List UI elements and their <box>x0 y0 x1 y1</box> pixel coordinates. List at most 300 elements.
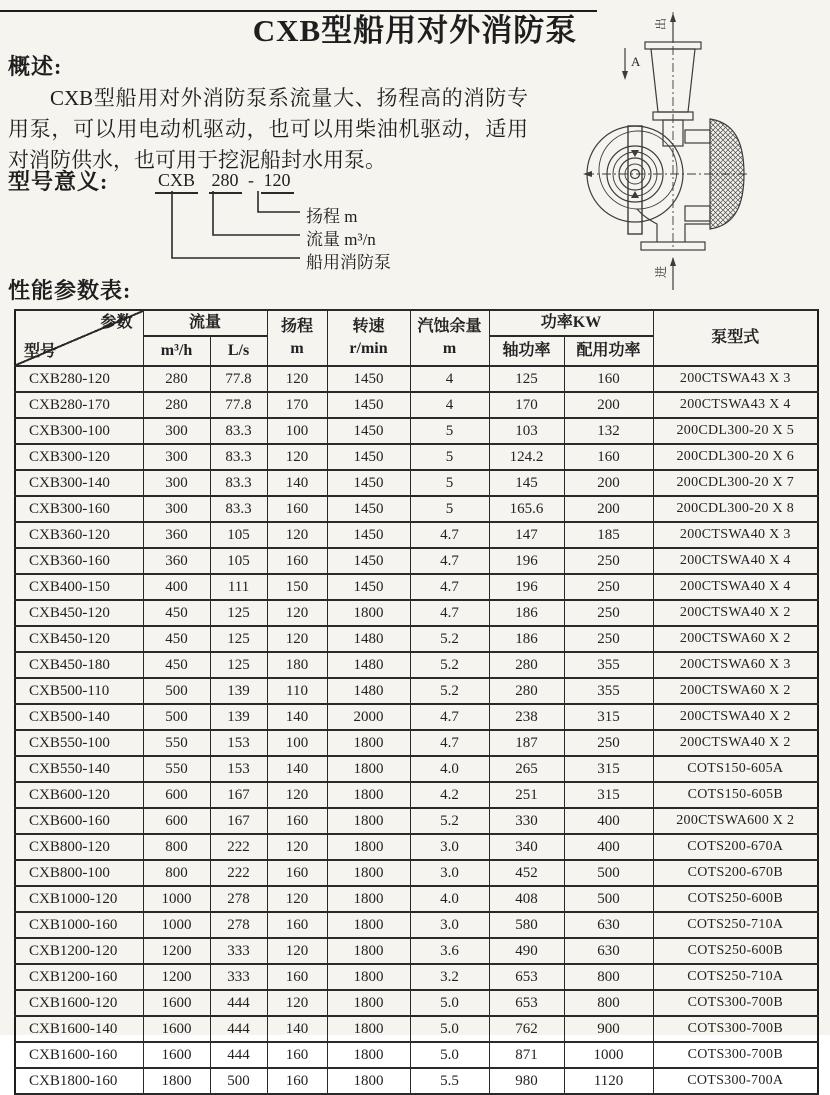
cell-flow-m3h: 1600 <box>143 1042 210 1068</box>
cell-shaft-power: 238 <box>489 704 564 730</box>
cell-shaft-power: 280 <box>489 652 564 678</box>
cell-motor-power: 250 <box>564 548 653 574</box>
connector-flow-line <box>213 191 300 235</box>
cell-npsh-m: 4.7 <box>410 730 489 756</box>
cell-pump-type: 200CTSWA40 X 2 <box>653 600 818 626</box>
cell-npsh-m: 4.7 <box>410 574 489 600</box>
cell-npsh-m: 5.5 <box>410 1068 489 1094</box>
cell-flow-ls: 105 <box>210 548 267 574</box>
cell-head-m: 160 <box>267 964 327 990</box>
cell-npsh-m: 4.7 <box>410 522 489 548</box>
table-row <box>15 652 818 678</box>
cell-shaft-power: 280 <box>489 678 564 704</box>
cell-pump-type: COTS300-700B <box>653 1042 818 1068</box>
cell-npsh-m: 3.6 <box>410 938 489 964</box>
meaning-label-flow: 流量 m³/n <box>306 230 376 249</box>
cell-flow-ls: 111 <box>210 574 267 600</box>
cell-flow-m3h: 550 <box>143 730 210 756</box>
cell-flow-ls: 444 <box>210 990 267 1016</box>
table-row <box>15 1068 818 1094</box>
cell-npsh-m: 4 <box>410 366 489 392</box>
table-row <box>15 574 818 600</box>
cell-flow-ls: 333 <box>210 964 267 990</box>
cell-flow-m3h: 500 <box>143 678 210 704</box>
cell-speed-rpm: 1450 <box>327 418 410 444</box>
outlet-label: 出 <box>654 17 668 30</box>
connector-head-line <box>258 191 300 212</box>
cell-npsh-m: 4.0 <box>410 886 489 912</box>
cell-npsh-m: 5.0 <box>410 1016 489 1042</box>
cell-npsh-m: 4.7 <box>410 600 489 626</box>
cell-speed-rpm: 1800 <box>327 782 410 808</box>
pump-drawing <box>573 0 830 300</box>
cell-shaft-power: 871 <box>489 1042 564 1068</box>
cell-motor-power: 185 <box>564 522 653 548</box>
cell-pump-type: 200CDL300-20 X 5 <box>653 418 818 444</box>
page-title: CXB型船用对外消防泵 <box>252 13 578 48</box>
cell-pump-type: 200CTSWA600 X 2 <box>653 808 818 834</box>
cell-speed-rpm: 1800 <box>327 964 410 990</box>
cell-speed-rpm: 1450 <box>327 392 410 418</box>
cell-flow-m3h: 800 <box>143 860 210 886</box>
cell-pump-type: COTS250-600B <box>653 938 818 964</box>
table-body <box>15 366 818 1094</box>
cell-motor-power: 355 <box>564 678 653 704</box>
performance-table-heading: 性能参数表: <box>8 278 132 303</box>
cell-head-m: 120 <box>267 444 327 470</box>
cell-npsh-m: 4.0 <box>410 756 489 782</box>
cell-pump-type: COTS300-700B <box>653 990 818 1016</box>
model-code-series: CXB <box>155 170 198 194</box>
cell-head-m: 100 <box>267 418 327 444</box>
cell-pump-type: COTS300-700A <box>653 1068 818 1094</box>
cell-pump-type: COTS300-700B <box>653 1016 818 1042</box>
cell-speed-rpm: 1800 <box>327 1016 410 1042</box>
cell-head-m: 110 <box>267 678 327 704</box>
cell-flow-m3h: 450 <box>143 600 210 626</box>
cell-model: CXB1000-160 <box>15 912 143 938</box>
cell-npsh-m: 5.2 <box>410 678 489 704</box>
cell-speed-rpm: 1800 <box>327 938 410 964</box>
header-flow-ls: L/s <box>210 336 267 366</box>
header-speed <box>327 310 410 366</box>
cell-npsh-m: 5.0 <box>410 990 489 1016</box>
cell-model: CXB600-160 <box>15 808 143 834</box>
cell-speed-rpm: 1800 <box>327 1042 410 1068</box>
cell-shaft-power: 762 <box>489 1016 564 1042</box>
cell-flow-ls: 83.3 <box>210 444 267 470</box>
cell-head-m: 160 <box>267 808 327 834</box>
cell-pump-type: 200CTSWA40 X 4 <box>653 574 818 600</box>
header-speed-unit: r/min <box>349 340 388 357</box>
cell-motor-power: 500 <box>564 860 653 886</box>
cell-pump-type: COTS250-710A <box>653 964 818 990</box>
cell-shaft-power: 196 <box>489 548 564 574</box>
cell-speed-rpm: 1450 <box>327 548 410 574</box>
cell-pump-type: 200CTSWA60 X 3 <box>653 652 818 678</box>
header-power-group: 功率KW <box>489 310 653 336</box>
section-a-label: A <box>631 54 641 69</box>
header-motor-power: 配用功率 <box>564 336 653 366</box>
cell-shaft-power: 653 <box>489 990 564 1016</box>
cell-flow-m3h: 300 <box>143 418 210 444</box>
model-meaning-connectors <box>140 188 310 273</box>
cell-motor-power: 132 <box>564 418 653 444</box>
header-head <box>267 310 327 366</box>
cell-npsh-m: 4.2 <box>410 782 489 808</box>
cell-shaft-power: 265 <box>489 756 564 782</box>
cell-flow-m3h: 1000 <box>143 912 210 938</box>
cell-shaft-power: 452 <box>489 860 564 886</box>
cell-shaft-power: 186 <box>489 600 564 626</box>
motor-dome <box>710 119 744 229</box>
cell-pump-type: COTS150-605A <box>653 756 818 782</box>
cell-speed-rpm: 1800 <box>327 860 410 886</box>
cell-speed-rpm: 1800 <box>327 912 410 938</box>
cell-flow-ls: 222 <box>210 834 267 860</box>
cell-npsh-m: 5.2 <box>410 626 489 652</box>
table-row <box>15 782 818 808</box>
cell-model: CXB500-110 <box>15 678 143 704</box>
header-corner-model: 型号 <box>24 343 57 360</box>
cell-speed-rpm: 2000 <box>327 704 410 730</box>
cell-shaft-power: 980 <box>489 1068 564 1094</box>
cell-motor-power: 250 <box>564 626 653 652</box>
cell-shaft-power: 330 <box>489 808 564 834</box>
cell-model: CXB800-120 <box>15 834 143 860</box>
header-corner-parameter: 参数 <box>100 314 133 331</box>
table-row <box>15 1042 818 1068</box>
cell-flow-ls: 139 <box>210 704 267 730</box>
cell-shaft-power: 196 <box>489 574 564 600</box>
cell-flow-ls: 278 <box>210 912 267 938</box>
cell-model: CXB550-100 <box>15 730 143 756</box>
cell-flow-ls: 153 <box>210 730 267 756</box>
cell-flow-ls: 125 <box>210 600 267 626</box>
cell-model: CXB1600-140 <box>15 1016 143 1042</box>
cell-model: CXB300-100 <box>15 418 143 444</box>
cell-shaft-power: 124.2 <box>489 444 564 470</box>
header-flow-m3h: m³/h <box>143 336 210 366</box>
cell-model: CXB300-120 <box>15 444 143 470</box>
cell-speed-rpm: 1800 <box>327 990 410 1016</box>
cell-shaft-power: 653 <box>489 964 564 990</box>
cell-npsh-m: 3.0 <box>410 860 489 886</box>
cell-head-m: 120 <box>267 522 327 548</box>
cell-model: CXB1800-160 <box>15 1068 143 1094</box>
cell-motor-power: 630 <box>564 912 653 938</box>
cell-model: CXB300-160 <box>15 496 143 522</box>
section-a-arrowhead-icon <box>622 71 628 80</box>
header-flow-group: 流量 <box>143 310 267 336</box>
cell-pump-type: 200CDL300-20 X 6 <box>653 444 818 470</box>
cell-npsh-m: 5.2 <box>410 652 489 678</box>
cell-head-m: 120 <box>267 834 327 860</box>
cell-head-m: 170 <box>267 392 327 418</box>
header-corner-cell <box>15 310 143 366</box>
cell-flow-ls: 444 <box>210 1042 267 1068</box>
cell-head-m: 120 <box>267 626 327 652</box>
cell-flow-m3h: 800 <box>143 834 210 860</box>
cell-speed-rpm: 1450 <box>327 574 410 600</box>
header-npsh-label: 汽蚀余量 <box>417 318 482 335</box>
cell-flow-ls: 125 <box>210 626 267 652</box>
table-row <box>15 1016 818 1042</box>
cell-motor-power: 1120 <box>564 1068 653 1094</box>
header-pump-type: 泵型式 <box>653 310 818 366</box>
cell-model: CXB500-140 <box>15 704 143 730</box>
cell-flow-m3h: 500 <box>143 704 210 730</box>
table-row <box>15 470 818 496</box>
cell-speed-rpm: 1450 <box>327 496 410 522</box>
cell-pump-type: 200CTSWA40 X 2 <box>653 704 818 730</box>
cell-speed-rpm: 1450 <box>327 522 410 548</box>
cell-flow-ls: 333 <box>210 938 267 964</box>
cell-flow-m3h: 1600 <box>143 1016 210 1042</box>
cell-shaft-power: 145 <box>489 470 564 496</box>
cell-flow-ls: 105 <box>210 522 267 548</box>
cell-flow-ls: 83.3 <box>210 470 267 496</box>
cell-speed-rpm: 1450 <box>327 444 410 470</box>
cell-head-m: 160 <box>267 860 327 886</box>
meaning-label-head: 扬程 m <box>306 207 358 226</box>
cell-motor-power: 200 <box>564 392 653 418</box>
table-row <box>15 964 818 990</box>
table-row <box>15 392 818 418</box>
cell-flow-m3h: 300 <box>143 496 210 522</box>
cell-speed-rpm: 1480 <box>327 652 410 678</box>
inlet-label: 进 <box>654 265 668 278</box>
cell-npsh-m: 5 <box>410 470 489 496</box>
cell-flow-ls: 153 <box>210 756 267 782</box>
meaning-label-pump-type: 船用消防泵 <box>306 253 391 272</box>
cell-model: CXB280-170 <box>15 392 143 418</box>
cell-npsh-m: 4.7 <box>410 548 489 574</box>
cell-motor-power: 200 <box>564 496 653 522</box>
overview-heading: 概述: <box>8 54 63 79</box>
cell-speed-rpm: 1800 <box>327 756 410 782</box>
cell-model: CXB1200-160 <box>15 964 143 990</box>
cell-motor-power: 315 <box>564 756 653 782</box>
cell-flow-m3h: 1200 <box>143 938 210 964</box>
suction-elbow-right <box>685 224 710 242</box>
cell-model: CXB450-120 <box>15 626 143 652</box>
cell-model: CXB1000-120 <box>15 886 143 912</box>
cell-model: CXB1200-120 <box>15 938 143 964</box>
header-npsh <box>410 310 489 366</box>
cell-flow-m3h: 1000 <box>143 886 210 912</box>
cell-npsh-m: 5.2 <box>410 808 489 834</box>
cell-speed-rpm: 1450 <box>327 470 410 496</box>
cell-flow-m3h: 360 <box>143 548 210 574</box>
table-row <box>15 938 818 964</box>
lower-bracket <box>685 206 710 221</box>
cell-shaft-power: 147 <box>489 522 564 548</box>
cell-shaft-power: 340 <box>489 834 564 860</box>
table-row <box>15 522 818 548</box>
model-code-head: 120 <box>261 170 294 194</box>
cell-head-m: 120 <box>267 600 327 626</box>
cell-motor-power: 250 <box>564 574 653 600</box>
table-row <box>15 860 818 886</box>
cell-pump-type: COTS250-600B <box>653 886 818 912</box>
model-code-flow: 280 <box>209 170 242 194</box>
cell-model: CXB800-100 <box>15 860 143 886</box>
cell-motor-power: 160 <box>564 444 653 470</box>
cell-flow-m3h: 1200 <box>143 964 210 990</box>
cell-motor-power: 250 <box>564 730 653 756</box>
cell-speed-rpm: 1800 <box>327 808 410 834</box>
cell-speed-rpm: 1450 <box>327 366 410 392</box>
cell-pump-type: 200CTSWA40 X 4 <box>653 548 818 574</box>
table-row <box>15 990 818 1016</box>
cell-flow-m3h: 1600 <box>143 990 210 1016</box>
cell-shaft-power: 125 <box>489 366 564 392</box>
cell-head-m: 120 <box>267 782 327 808</box>
cell-head-m: 120 <box>267 366 327 392</box>
cell-head-m: 100 <box>267 730 327 756</box>
performance-table <box>14 309 819 1095</box>
cell-motor-power: 355 <box>564 652 653 678</box>
cell-flow-ls: 167 <box>210 808 267 834</box>
table-row <box>15 834 818 860</box>
cell-model: CXB1600-120 <box>15 990 143 1016</box>
table-row <box>15 678 818 704</box>
cell-flow-m3h: 450 <box>143 652 210 678</box>
bearing-plate <box>628 126 642 234</box>
cell-npsh-m: 3.2 <box>410 964 489 990</box>
table-row <box>15 808 818 834</box>
cell-head-m: 160 <box>267 1068 327 1094</box>
cell-flow-ls: 77.8 <box>210 366 267 392</box>
cell-motor-power: 315 <box>564 704 653 730</box>
cell-model: CXB550-140 <box>15 756 143 782</box>
table-row <box>15 730 818 756</box>
cell-speed-rpm: 1480 <box>327 678 410 704</box>
cell-shaft-power: 251 <box>489 782 564 808</box>
cell-motor-power: 900 <box>564 1016 653 1042</box>
cell-pump-type: 200CTSWA60 X 2 <box>653 678 818 704</box>
cell-flow-m3h: 400 <box>143 574 210 600</box>
cell-pump-type: 200CTSWA43 X 3 <box>653 366 818 392</box>
cell-pump-type: COTS200-670A <box>653 834 818 860</box>
cell-pump-type: 200CDL300-20 X 8 <box>653 496 818 522</box>
cell-motor-power: 200 <box>564 470 653 496</box>
cell-pump-type: 200CTSWA43 X 4 <box>653 392 818 418</box>
cell-flow-m3h: 300 <box>143 444 210 470</box>
cell-head-m: 120 <box>267 886 327 912</box>
cell-motor-power: 400 <box>564 834 653 860</box>
cell-model: CXB280-120 <box>15 366 143 392</box>
plate-marker-bottom-icon <box>631 191 639 198</box>
cell-flow-ls: 278 <box>210 886 267 912</box>
cell-model: CXB450-120 <box>15 600 143 626</box>
cell-flow-m3h: 600 <box>143 808 210 834</box>
cell-pump-type: 200CTSWA40 X 3 <box>653 522 818 548</box>
cell-flow-m3h: 280 <box>143 366 210 392</box>
cell-flow-m3h: 300 <box>143 470 210 496</box>
suction-arrowhead-icon <box>670 257 676 266</box>
cell-flow-m3h: 550 <box>143 756 210 782</box>
cell-model: CXB400-150 <box>15 574 143 600</box>
cell-motor-power: 400 <box>564 808 653 834</box>
cell-pump-type: COTS150-605B <box>653 782 818 808</box>
cell-motor-power: 315 <box>564 782 653 808</box>
cell-head-m: 180 <box>267 652 327 678</box>
cell-motor-power: 800 <box>564 964 653 990</box>
cell-flow-ls: 222 <box>210 860 267 886</box>
cell-head-m: 160 <box>267 548 327 574</box>
plate-marker-top-icon <box>631 150 639 157</box>
table-row <box>15 548 818 574</box>
cell-speed-rpm: 1800 <box>327 886 410 912</box>
cell-model: CXB360-160 <box>15 548 143 574</box>
cell-npsh-m: 4 <box>410 392 489 418</box>
cell-head-m: 160 <box>267 912 327 938</box>
cell-flow-m3h: 280 <box>143 392 210 418</box>
cell-shaft-power: 408 <box>489 886 564 912</box>
cell-head-m: 120 <box>267 990 327 1016</box>
cell-head-m: 140 <box>267 756 327 782</box>
cell-npsh-m: 3.0 <box>410 834 489 860</box>
table-row <box>15 756 818 782</box>
table-row <box>15 418 818 444</box>
cell-speed-rpm: 1800 <box>327 730 410 756</box>
cell-shaft-power: 170 <box>489 392 564 418</box>
header-shaft-power: 轴功率 <box>489 336 564 366</box>
cell-motor-power: 160 <box>564 366 653 392</box>
cell-flow-ls: 125 <box>210 652 267 678</box>
cell-speed-rpm: 1800 <box>327 600 410 626</box>
cell-pump-type: COTS200-670B <box>653 860 818 886</box>
table-row <box>15 912 818 938</box>
table-row <box>15 886 818 912</box>
upper-bracket <box>685 130 710 143</box>
pump-volute <box>587 126 683 222</box>
cell-head-m: 150 <box>267 574 327 600</box>
connector-pump-type-line <box>172 191 300 258</box>
cell-motor-power: 500 <box>564 886 653 912</box>
discharge-arrowhead-icon <box>670 13 676 22</box>
header-npsh-unit: m <box>442 340 457 357</box>
table-row <box>15 600 818 626</box>
cell-shaft-power: 186 <box>489 626 564 652</box>
table-row <box>15 496 818 522</box>
cell-flow-m3h: 600 <box>143 782 210 808</box>
cell-npsh-m: 5 <box>410 496 489 522</box>
cell-flow-m3h: 360 <box>143 522 210 548</box>
cell-pump-type: 200CTSWA40 X 2 <box>653 730 818 756</box>
cell-npsh-m: 5 <box>410 444 489 470</box>
cell-speed-rpm: 1800 <box>327 834 410 860</box>
cell-flow-ls: 500 <box>210 1068 267 1094</box>
suction-elbow-left <box>637 209 657 242</box>
cell-motor-power: 800 <box>564 990 653 1016</box>
cell-head-m: 160 <box>267 496 327 522</box>
header-head-label: 扬程 <box>281 318 314 335</box>
table-row <box>15 366 818 392</box>
cell-motor-power: 250 <box>564 600 653 626</box>
cell-model: CXB450-180 <box>15 652 143 678</box>
cell-head-m: 140 <box>267 1016 327 1042</box>
model-meaning-heading: 型号意义: <box>8 169 109 194</box>
cell-motor-power: 1000 <box>564 1042 653 1068</box>
cell-model: CXB300-140 <box>15 470 143 496</box>
cell-head-m: 140 <box>267 470 327 496</box>
cell-head-m: 140 <box>267 704 327 730</box>
cell-flow-ls: 83.3 <box>210 496 267 522</box>
cell-flow-ls: 139 <box>210 678 267 704</box>
